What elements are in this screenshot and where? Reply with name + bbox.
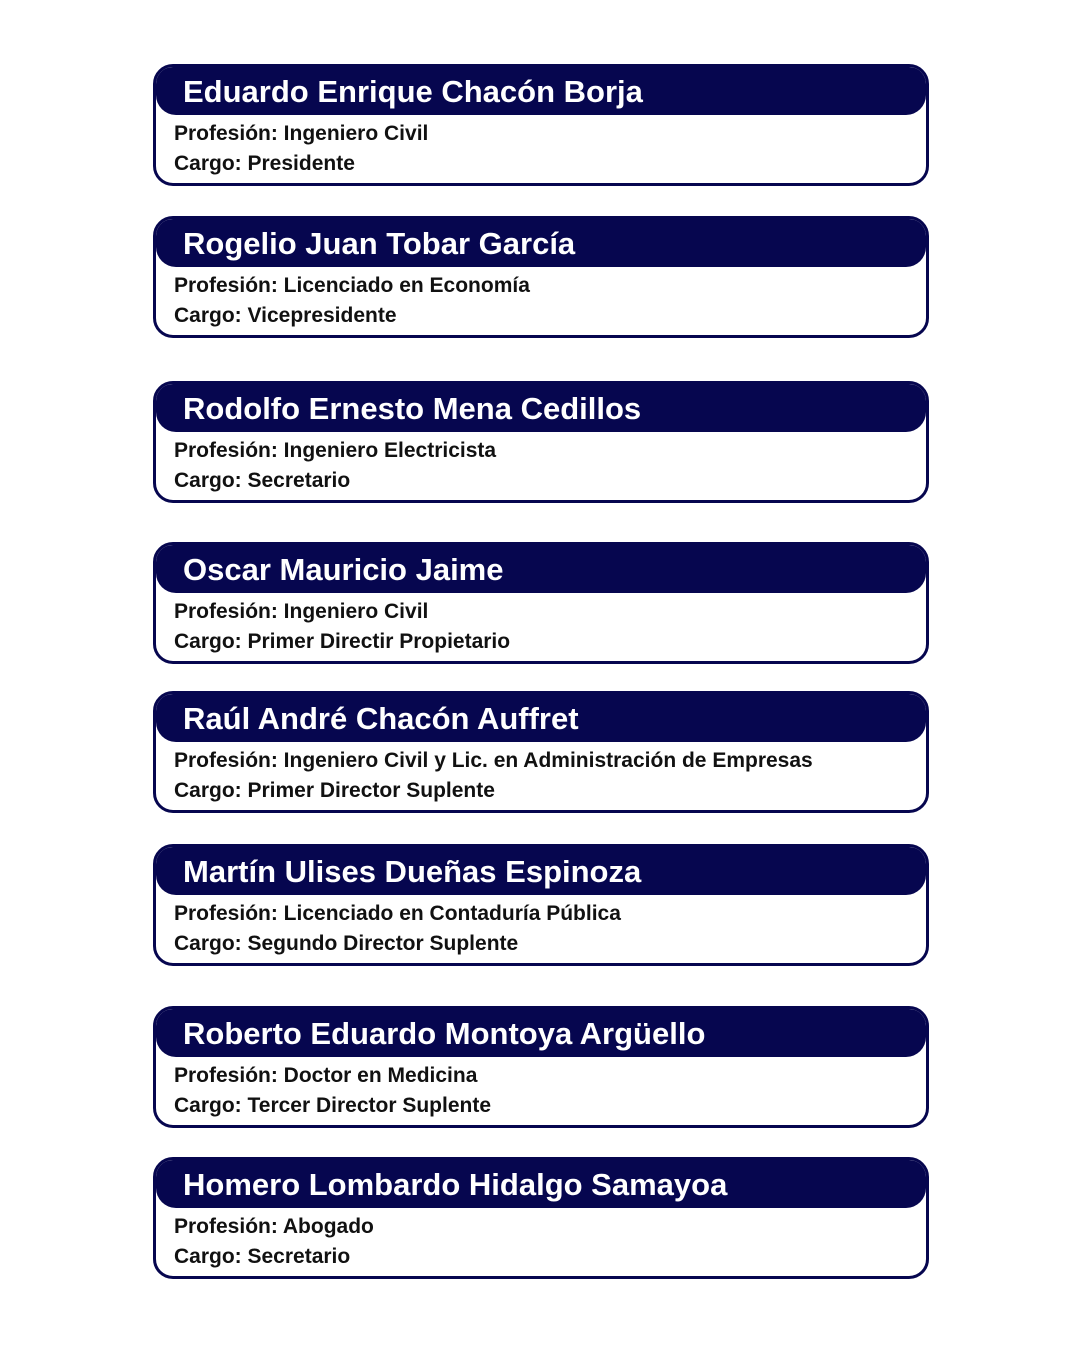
member-profession: Profesión: Licenciado en Contaduría Pública bbox=[174, 902, 621, 925]
member-position: Cargo: Secretario bbox=[174, 1245, 351, 1268]
member-name: Homero Lombardo Hidalgo Samayoa bbox=[183, 1167, 728, 1202]
member-profession: Profesión: Ingeniero Civil bbox=[174, 600, 429, 623]
member-position: Cargo: Segundo Director Suplente bbox=[174, 932, 519, 955]
member-card bbox=[153, 1157, 929, 1279]
member-card bbox=[153, 64, 929, 186]
card-header bbox=[156, 1160, 926, 1208]
member-profession: Profesión: Ingeniero Civil y Lic. en Administración de Empresas bbox=[174, 749, 813, 772]
member-name: Eduardo Enrique Chacón Borja bbox=[183, 74, 643, 109]
member-name: Rogelio Juan Tobar García bbox=[183, 226, 576, 261]
card-header bbox=[156, 1009, 926, 1057]
member-card bbox=[153, 1006, 929, 1128]
member-name: Martín Ulises Dueñas Espinoza bbox=[183, 854, 642, 889]
card-header bbox=[156, 545, 926, 593]
card-header bbox=[156, 67, 926, 115]
member-card bbox=[153, 216, 929, 338]
member-position: Cargo: Presidente bbox=[174, 152, 355, 175]
member-profession: Profesión: Doctor en Medicina bbox=[174, 1064, 478, 1087]
member-profession: Profesión: Licenciado en Economía bbox=[174, 274, 530, 297]
member-name: Roberto Eduardo Montoya Argüello bbox=[183, 1016, 706, 1051]
card-header bbox=[156, 694, 926, 742]
member-position: Cargo: Secretario bbox=[174, 469, 351, 492]
member-position: Cargo: Primer Director Suplente bbox=[174, 779, 495, 802]
member-name: Oscar Mauricio Jaime bbox=[183, 552, 504, 587]
member-position: Cargo: Tercer Director Suplente bbox=[174, 1094, 492, 1117]
member-profession: Profesión: Abogado bbox=[174, 1215, 374, 1238]
member-profession: Profesión: Ingeniero Civil bbox=[174, 122, 429, 145]
member-card bbox=[153, 381, 929, 503]
member-card bbox=[153, 542, 929, 664]
member-name: Raúl André Chacón Auffret bbox=[183, 701, 579, 736]
card-header bbox=[156, 219, 926, 267]
card-header bbox=[156, 847, 926, 895]
member-card bbox=[153, 691, 929, 813]
member-card bbox=[153, 844, 929, 966]
member-position: Cargo: Vicepresidente bbox=[174, 304, 397, 327]
member-position: Cargo: Primer Directir Propietario bbox=[174, 630, 511, 653]
member-name: Rodolfo Ernesto Mena Cedillos bbox=[183, 391, 642, 426]
card-header bbox=[156, 384, 926, 432]
member-profession: Profesión: Ingeniero Electricista bbox=[174, 439, 497, 462]
